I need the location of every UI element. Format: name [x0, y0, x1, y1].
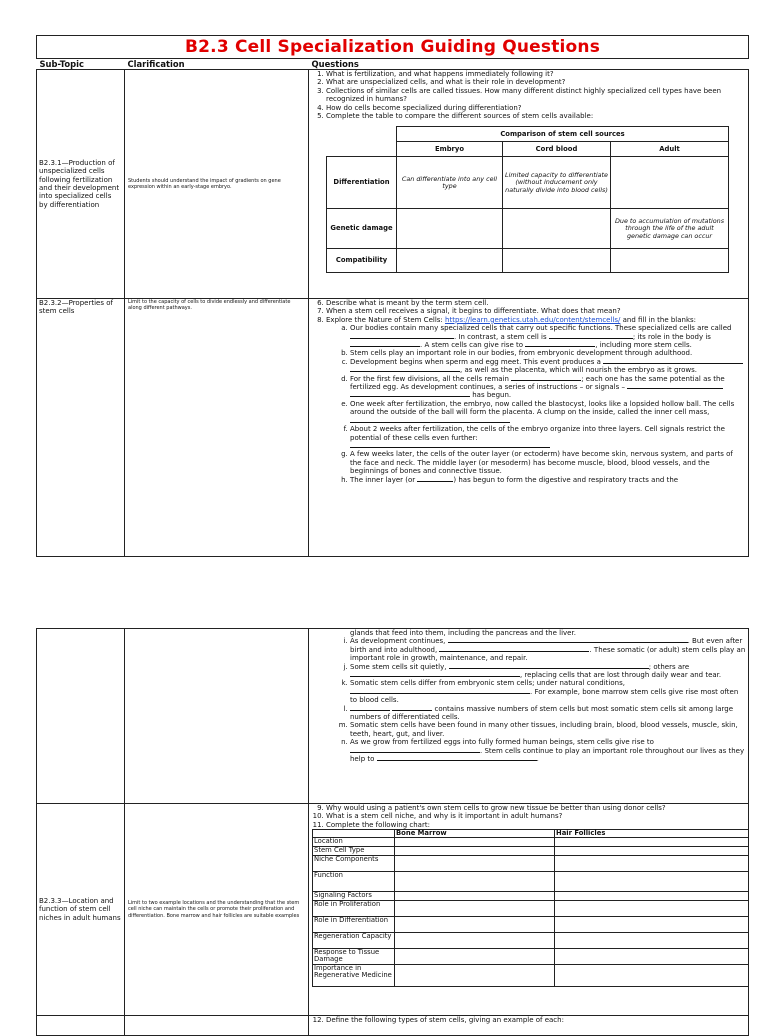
fill-blank-item: l. contains massive numbers of stem cells but most somatic stem cells sit among large numbers of differentiated cells. [350, 705, 746, 722]
niche-row-label: Location [313, 838, 395, 847]
niche-row-label: Regeneration Capacity [313, 933, 395, 949]
comparison-col-adult: Adult [611, 142, 729, 157]
niche-cell[interactable] [555, 917, 749, 933]
header-subtopic: Sub-Topic [39, 59, 84, 69]
niche-cell[interactable] [395, 838, 555, 847]
fill-blank-item: i. As development continues, . But even after birth and into adulthood, . These somatic (or adult) stem cells play an important role in growth, maintenance, and repair. [350, 637, 746, 662]
comparison-col-cord-blood: Cord blood [503, 142, 611, 157]
fill-blank-item: d. For the first few divisions, all the cells remain ; each one has the same potential as the fertilized egg. As development continues, a series of instructions – or signals – has begun. [350, 375, 746, 400]
niche-row-label: Signaling Factors [313, 892, 395, 901]
comparison-cell[interactable] [611, 157, 729, 209]
niche-cell[interactable] [395, 847, 555, 856]
blank[interactable] [511, 380, 581, 381]
questions-b234 [309, 1016, 749, 1036]
clarification-b232 [125, 299, 309, 557]
fill-blank-item: e. One week after fertilization, the embryo, now called the blastocyst, looks like a lopsided hollow ball. The cells around the outside of the ball will form the placenta. A clump on the inside, called the inner cell mass, [350, 400, 746, 425]
question-list [312, 70, 746, 120]
question-item: 2. What are unspecialized cells, and what is their role in development? [326, 78, 746, 86]
blank[interactable] [350, 422, 510, 423]
subtopic-b231 [37, 70, 125, 299]
fill-blank-item: m. Somatic stem cells have been found in many other tissues, including brain, blood, blood vessels, muscle, skin, teeth, heart, gut, and liver. [350, 721, 746, 738]
blank[interactable] [417, 481, 453, 482]
question-item: 10. What is a stem cell niche, and why is it important in adult humans? [326, 812, 746, 820]
blank[interactable] [525, 346, 595, 347]
blank[interactable] [377, 760, 537, 761]
questions-b232 [309, 299, 749, 557]
clarification-text: Limit to the capacity of cells to divide endlessly and differentiate along different pathways. [128, 299, 291, 312]
question-text: and fill in the blanks: [622, 315, 697, 324]
question-list [312, 299, 746, 484]
niche-col-bone-marrow: Bone Marrow [395, 830, 555, 838]
comparison-cell[interactable]: Due to accumulation of mutations through the life of the adult genetic damage can occur [611, 209, 729, 249]
niche-row-label: Response to Tissue Damage [313, 949, 395, 965]
niche-cell[interactable] [395, 965, 555, 987]
niche-cell[interactable] [395, 856, 555, 872]
comparison-cell[interactable] [397, 209, 503, 249]
question-list [312, 1016, 746, 1024]
question-item: 1. What is fertilization, and what happens immediately following it? [326, 70, 746, 78]
blank[interactable] [439, 651, 589, 652]
blank[interactable] [448, 642, 688, 643]
niche-cell[interactable] [395, 892, 555, 901]
question-item: 11. Complete the following chart: [326, 821, 746, 829]
page-title: B2.3 Cell Specialization Guiding Questions [37, 36, 749, 59]
question-text: Explore the Nature of Stem Cells: [326, 315, 443, 324]
niche-row-label: Niche Components [313, 856, 395, 872]
blank[interactable] [350, 693, 530, 694]
blank[interactable] [350, 346, 420, 347]
clarification-text: Limit to two example locations and the understanding that the stem cell niche can maintain the cells or promote their proliferation and differentiation. Bone marrow and hair follicles are suitable examples [128, 900, 300, 919]
question-item: 4. How do cells become specialized during differentiation? [326, 104, 746, 112]
blank[interactable] [392, 710, 432, 711]
blank[interactable] [549, 338, 633, 339]
niche-cell[interactable] [555, 892, 749, 901]
questions-continued [309, 629, 749, 804]
niche-cell[interactable] [395, 933, 555, 949]
blank[interactable] [350, 371, 460, 372]
continuation-text: glands that feed into them, including the pancreas and the liver. [350, 629, 576, 637]
blank[interactable] [350, 676, 520, 677]
niche-cell[interactable] [555, 965, 749, 987]
question-item: 9. Why would using a patient's own stem cells to grow new tissue be better than using donor cells? [326, 804, 746, 812]
comparison-cell[interactable] [611, 249, 729, 273]
header-clarification: Clarification [127, 59, 185, 69]
niche-cell[interactable] [395, 901, 555, 917]
niche-row-label: Function [313, 872, 395, 892]
subtopic-b233 [37, 804, 125, 1016]
question-item: 5. Complete the table to compare the different sources of stem cells available: [326, 112, 746, 120]
niche-cell[interactable] [555, 933, 749, 949]
subtopic-text: B2.3.2—Properties of stem cells [39, 299, 113, 316]
question-item: 7. When a stem cell receives a signal, it begins to differentiate. What does that mean? [326, 307, 746, 315]
question-list [312, 804, 746, 829]
comparison-row-label: Differentiation [327, 157, 397, 209]
comparison-cell[interactable]: Can differentiate into any cell type [397, 157, 503, 209]
stem-cells-link[interactable]: https://learn.genetics.utah.edu/content/stemcells/ [445, 315, 621, 324]
comparison-cell[interactable] [503, 249, 611, 273]
fill-blank-item: k. Somatic stem cells differ from embryonic stem cells; under natural conditions, . For example, bone marrow stem cells give rise most often to blood cells. [350, 679, 746, 704]
comparison-cell[interactable] [503, 209, 611, 249]
fill-blank-item: g. A few weeks later, the cells of the outer layer (or ectoderm) have become skin, nervous system, and parts of the face and neck. The middle layer (or mesoderm) has become muscle, blood, blood vessels, and the beginnings of bones and connective tissue. [350, 450, 746, 475]
niche-row-label: Role in Differentiation [313, 917, 395, 933]
subtopic-text: B2.3.3—Location and function of stem cell niches in adult humans [39, 896, 121, 922]
subtopic-text: B2.3.1—Production of unspecialized cells following fertilization and their development into specialized cells by differentiation [39, 158, 120, 209]
niche-cell[interactable] [555, 872, 749, 892]
fill-blank-item: j. Some stem cells sit quietly, ; others are , replacing cells that are lost through daily wear and tear. [350, 663, 746, 680]
niche-row-label: Role in Proliferation [313, 901, 395, 917]
fill-blank-item: a. Our bodies contain many specialized cells that carry out specific functions. These specialized cells are called . In contrast, a stem cell is ; its role in the body is . A stem cells can give rise to , including more stem cells. [350, 324, 746, 349]
fill-blank-item: h. The inner layer (or ) has begun to form the digestive and respiratory tracts and the [350, 476, 746, 484]
niche-row-label: Importance in Regenerative Medicine [313, 965, 395, 987]
question-item [326, 316, 746, 484]
niche-cell[interactable] [395, 949, 555, 965]
questions-b231 [309, 70, 749, 299]
niche-cell[interactable] [555, 838, 749, 847]
comparison-row-label: Compatibility [327, 249, 397, 273]
clarification-continued [125, 629, 309, 804]
subtopic-continued [37, 629, 125, 804]
blank[interactable] [350, 396, 470, 397]
header-questions: Questions [311, 59, 359, 69]
niche-cell[interactable] [395, 917, 555, 933]
subtopic-b234 [37, 1016, 125, 1036]
blank[interactable] [449, 668, 649, 669]
questions-table [36, 35, 749, 557]
fill-blank-list [312, 637, 746, 763]
blank[interactable] [350, 710, 390, 711]
blank[interactable] [350, 447, 550, 448]
blank[interactable] [350, 752, 480, 753]
fill-blank-item: b. Stem cells play an important role in our bodies, from embryonic development through adulthood. [350, 349, 746, 357]
blank[interactable] [350, 338, 454, 339]
clarification-b234 [125, 1016, 309, 1036]
comparison-row-label: Genetic damage [327, 209, 397, 249]
niche-cell[interactable] [555, 901, 749, 917]
clarification-text: Students should understand the impact of gradients on gene expression within an early-stage embryo. [128, 177, 281, 190]
fill-blank-item: n. As we grow from fertilized eggs into fully formed human beings, stem cells give rise to . Stem cells continue to play an important role throughout our lives as they help to . [350, 738, 746, 763]
comparison-caption: Comparison of stem cell sources [397, 127, 729, 142]
fill-blank-item: f. About 2 weeks after fertilization, the cells of the embryo organize into three layers. Cell signals restrict the potential of these cells even further: [350, 425, 746, 450]
comparison-cell[interactable] [397, 249, 503, 273]
fill-blank-list [326, 324, 746, 484]
question-item: 6. Describe what is meant by the term stem cell. [326, 299, 746, 307]
comparison-col-embryo: Embryo [397, 142, 503, 157]
worksheet-page-1 [36, 35, 748, 557]
niche-cell[interactable] [395, 872, 555, 892]
fill-blank-item: c. Development begins when sperm and egg meet. This event produces a , as well as the placenta, which will nourish the embryo as it grows. [350, 358, 746, 375]
questions-table-continued [36, 628, 749, 1036]
stem-cell-comparison-table [326, 126, 729, 273]
question-item: 12. Define the following types of stem cells, giving an example of each: [326, 1016, 746, 1024]
question-item: 3. Collections of similar cells are called tissues. How many different distinct highly specialized cell types have been recognized in humans? [326, 87, 746, 104]
niche-cell[interactable] [555, 856, 749, 872]
stem-cell-niche-chart [312, 829, 749, 987]
niche-row-label: Stem Cell Type [313, 847, 395, 856]
questions-b233 [309, 804, 749, 1016]
niche-col-hair-follicles: Hair Follicles [555, 830, 749, 838]
comparison-cell[interactable]: Limited capacity to differentiate (without inducement only naturally divide into blood cells) [503, 157, 611, 209]
clarification-b233 [125, 804, 309, 1016]
niche-cell[interactable] [555, 949, 749, 965]
blank[interactable] [603, 363, 743, 364]
worksheet-page-2 [36, 628, 748, 1036]
clarification-b231 [125, 70, 309, 299]
niche-cell[interactable] [555, 847, 749, 856]
subtopic-b232 [37, 299, 125, 557]
blank[interactable] [627, 388, 723, 389]
